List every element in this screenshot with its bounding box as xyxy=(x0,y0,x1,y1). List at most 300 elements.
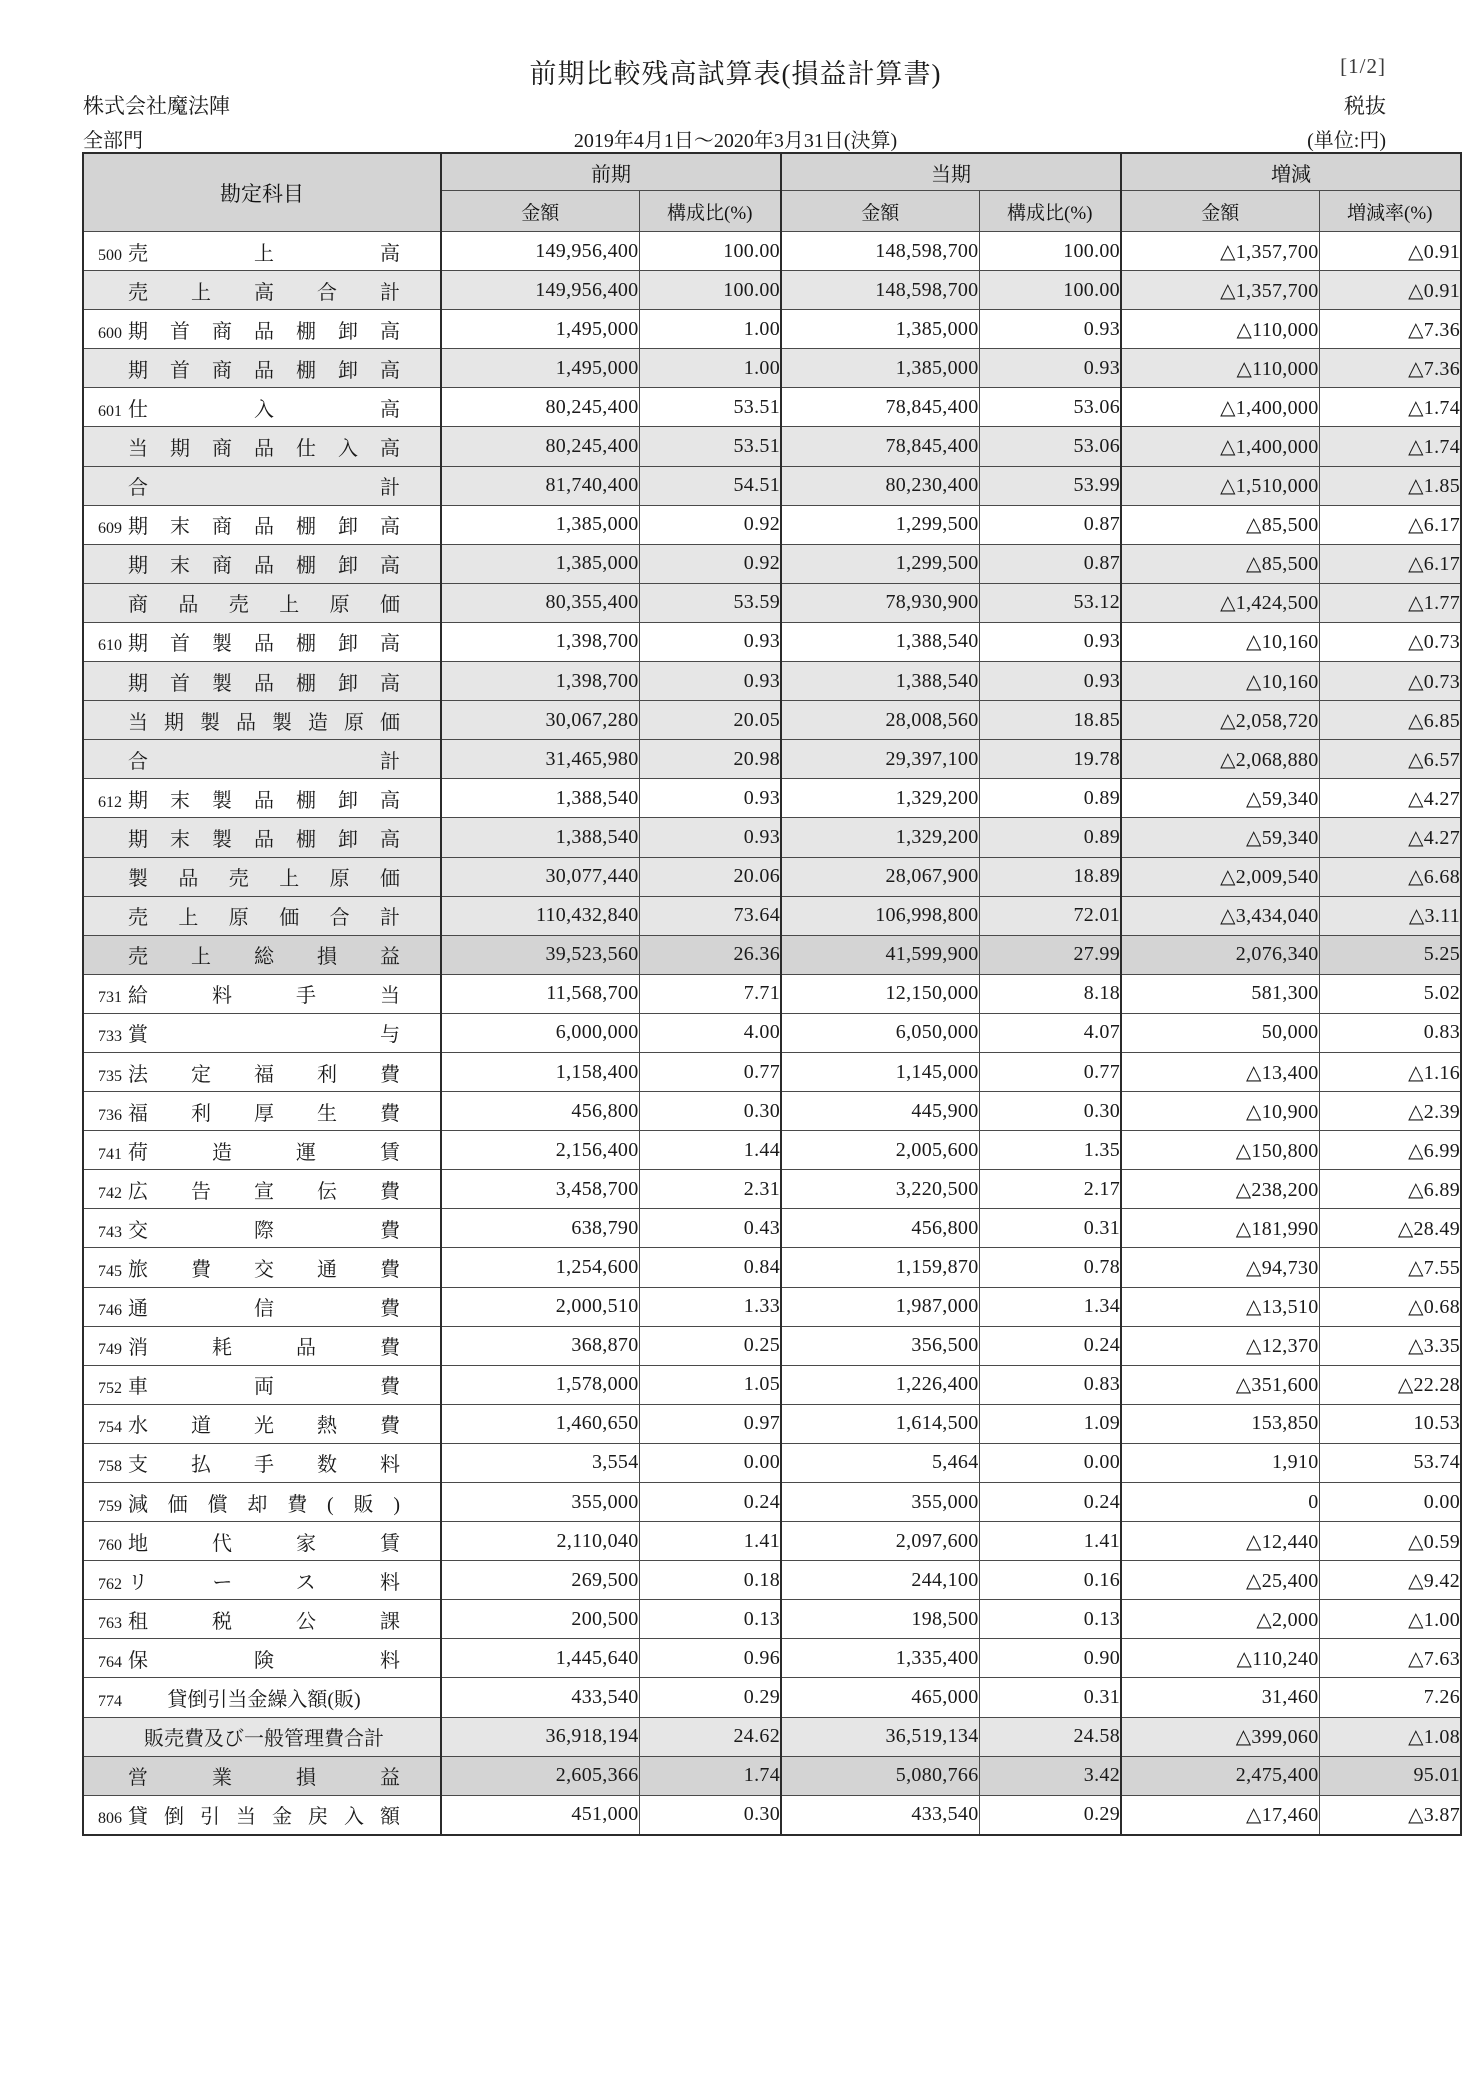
account-code: 763 xyxy=(98,1614,122,1632)
account-name: 福利厚生費 xyxy=(128,1102,400,1125)
prev-ratio-cell: 0.93 xyxy=(639,818,781,857)
prev-ratio-cell: 0.24 xyxy=(639,1483,781,1522)
prev-amount-cell: 31,465,980 xyxy=(441,740,639,779)
change-amount-cell: △1,510,000 xyxy=(1121,466,1319,505)
prev-ratio-cell: 0.93 xyxy=(639,779,781,818)
account-name: 交際費 xyxy=(128,1219,400,1242)
prev-amount-cell: 3,554 xyxy=(441,1443,639,1482)
account-code: 752 xyxy=(98,1380,122,1398)
current-amount-cell: 1,388,540 xyxy=(781,622,979,661)
prev-ratio-cell: 20.06 xyxy=(639,857,781,896)
account-code: 762 xyxy=(98,1575,122,1593)
account-name-cell xyxy=(83,1756,441,1795)
prev-ratio-cell: 0.43 xyxy=(639,1209,781,1248)
account-name: 期末製品棚卸高 xyxy=(128,828,400,851)
prev-amount-cell: 11,568,700 xyxy=(441,974,639,1013)
prev-amount-cell: 1,578,000 xyxy=(441,1365,639,1404)
table-row xyxy=(83,466,1461,505)
prev-amount-cell: 1,254,600 xyxy=(441,1248,639,1287)
account-code: 806 xyxy=(98,1810,122,1828)
table-row xyxy=(83,232,1461,271)
col-header-cur-ratio: 構成比(%) xyxy=(979,191,1121,232)
account-name: 荷造運賃 xyxy=(128,1141,400,1164)
change-rate-cell: △0.68 xyxy=(1319,1287,1461,1326)
change-rate-cell: 10.53 xyxy=(1319,1404,1461,1443)
change-rate-cell: △6.85 xyxy=(1319,701,1461,740)
col-header-current-period: 当期 xyxy=(781,153,1121,191)
table-row xyxy=(83,1795,1461,1835)
prev-amount-cell: 456,800 xyxy=(441,1092,639,1131)
table-row xyxy=(83,1131,1461,1170)
account-name-cell xyxy=(83,622,441,661)
prev-amount-cell: 30,077,440 xyxy=(441,857,639,896)
current-amount-cell: 1,385,000 xyxy=(781,349,979,388)
prev-amount-cell: 1,398,700 xyxy=(441,622,639,661)
change-rate-cell: 5.02 xyxy=(1319,974,1461,1013)
current-amount-cell: 1,987,000 xyxy=(781,1287,979,1326)
account-code: 774 xyxy=(98,1693,122,1711)
account-name-cell xyxy=(83,1561,441,1600)
current-amount-cell: 28,008,560 xyxy=(781,701,979,740)
prev-ratio-cell: 0.93 xyxy=(639,662,781,701)
current-ratio-cell: 1.34 xyxy=(979,1287,1121,1326)
account-name-cell xyxy=(83,1092,441,1131)
prev-ratio-cell: 0.30 xyxy=(639,1795,781,1835)
account-name: 旅費交通費 xyxy=(128,1258,400,1281)
period-label: 2019年4月1日～2020年3月31日(決算) xyxy=(573,130,898,152)
account-name-cell xyxy=(83,1170,441,1209)
account-name-cell xyxy=(83,818,441,857)
table-body xyxy=(83,232,1461,1835)
change-rate-cell: △6.68 xyxy=(1319,857,1461,896)
table-row xyxy=(83,1483,1461,1522)
account-name-cell xyxy=(83,701,441,740)
current-amount-cell: 36,519,134 xyxy=(781,1717,979,1756)
prev-ratio-cell: 53.51 xyxy=(639,388,781,427)
current-ratio-cell: 0.30 xyxy=(979,1092,1121,1131)
current-amount-cell: 5,080,766 xyxy=(781,1756,979,1795)
change-rate-cell: △0.91 xyxy=(1319,271,1461,310)
current-ratio-cell: 8.18 xyxy=(979,974,1121,1013)
change-rate-cell: △9.42 xyxy=(1319,1561,1461,1600)
account-name: 当期製品製造原価 xyxy=(128,711,400,734)
account-code: 764 xyxy=(98,1653,122,1671)
change-rate-cell: △6.17 xyxy=(1319,544,1461,583)
current-ratio-cell: 0.87 xyxy=(979,505,1121,544)
account-name: 水道光熱費 xyxy=(128,1415,400,1438)
prev-amount-cell: 368,870 xyxy=(441,1326,639,1365)
prev-amount-cell: 1,388,540 xyxy=(441,818,639,857)
prev-amount-cell: 81,740,400 xyxy=(441,466,639,505)
change-amount-cell: △12,440 xyxy=(1121,1522,1319,1561)
change-amount-cell: △13,400 xyxy=(1121,1052,1319,1091)
account-code: 743 xyxy=(98,1223,122,1241)
account-name: 製品売上原価 xyxy=(128,868,400,891)
change-rate-cell: △2.39 xyxy=(1319,1092,1461,1131)
table-row xyxy=(83,1209,1461,1248)
prev-amount-cell: 433,540 xyxy=(441,1678,639,1717)
change-amount-cell: 581,300 xyxy=(1121,974,1319,1013)
change-amount-cell: △85,500 xyxy=(1121,505,1319,544)
current-amount-cell: 148,598,700 xyxy=(781,271,979,310)
account-name-cell xyxy=(83,388,441,427)
change-rate-cell: △3.11 xyxy=(1319,896,1461,935)
current-amount-cell: 2,097,600 xyxy=(781,1522,979,1561)
current-amount-cell: 78,845,400 xyxy=(781,427,979,466)
current-amount-cell: 356,500 xyxy=(781,1326,979,1365)
prev-ratio-cell: 1.74 xyxy=(639,1756,781,1795)
current-amount-cell: 2,005,600 xyxy=(781,1131,979,1170)
change-rate-cell: △7.55 xyxy=(1319,1248,1461,1287)
col-header-prev-amount: 金額 xyxy=(441,191,639,232)
col-header-chg-amount: 金額 xyxy=(1121,191,1319,232)
prev-ratio-cell: 2.31 xyxy=(639,1170,781,1209)
account-name: 貸倒引当金戻入額 xyxy=(128,1806,400,1829)
change-amount-cell: △110,000 xyxy=(1121,310,1319,349)
account-name: 支払手数料 xyxy=(128,1454,400,1477)
table-row xyxy=(83,349,1461,388)
account-name-cell xyxy=(83,662,441,701)
prev-amount-cell: 6,000,000 xyxy=(441,1013,639,1052)
current-ratio-cell: 18.85 xyxy=(979,701,1121,740)
account-name-cell xyxy=(83,583,441,622)
change-rate-cell: 7.26 xyxy=(1319,1678,1461,1717)
change-rate-cell: △1.00 xyxy=(1319,1600,1461,1639)
change-amount-cell: 50,000 xyxy=(1121,1013,1319,1052)
table-row xyxy=(83,583,1461,622)
account-name: 営業損益 xyxy=(128,1767,400,1790)
prev-ratio-cell: 0.92 xyxy=(639,544,781,583)
prev-amount-cell: 110,432,840 xyxy=(441,896,639,935)
account-name: 合計 xyxy=(128,750,400,773)
account-code: 736 xyxy=(98,1106,122,1124)
prev-amount-cell: 355,000 xyxy=(441,1483,639,1522)
prev-ratio-cell: 0.00 xyxy=(639,1443,781,1482)
current-amount-cell: 29,397,100 xyxy=(781,740,979,779)
change-rate-cell: △3.87 xyxy=(1319,1795,1461,1835)
change-rate-cell: 95.01 xyxy=(1319,1756,1461,1795)
change-rate-cell: △1.08 xyxy=(1319,1717,1461,1756)
change-rate-cell: △6.99 xyxy=(1319,1131,1461,1170)
account-name-cell xyxy=(83,466,441,505)
current-ratio-cell: 27.99 xyxy=(979,935,1121,974)
prev-amount-cell: 200,500 xyxy=(441,1600,639,1639)
prev-ratio-cell: 7.71 xyxy=(639,974,781,1013)
current-ratio-cell: 1.41 xyxy=(979,1522,1121,1561)
account-name: 売上原価合計 xyxy=(128,907,400,930)
change-rate-cell: △0.59 xyxy=(1319,1522,1461,1561)
prev-amount-cell: 1,445,640 xyxy=(441,1639,639,1678)
prev-amount-cell: 149,956,400 xyxy=(441,232,639,271)
prev-ratio-cell: 0.92 xyxy=(639,505,781,544)
account-code: 759 xyxy=(98,1497,122,1515)
current-ratio-cell: 0.13 xyxy=(979,1600,1121,1639)
table-row xyxy=(83,818,1461,857)
current-amount-cell: 1,299,500 xyxy=(781,505,979,544)
change-rate-cell: △7.63 xyxy=(1319,1639,1461,1678)
current-ratio-cell: 0.00 xyxy=(979,1443,1121,1482)
account-name-cell xyxy=(83,896,441,935)
prev-amount-cell: 1,460,650 xyxy=(441,1404,639,1443)
table-row xyxy=(83,427,1461,466)
account-name: 商品売上原価 xyxy=(128,594,400,617)
account-name-cell xyxy=(83,1326,441,1365)
table-row xyxy=(83,896,1461,935)
account-code: 612 xyxy=(98,793,122,811)
table-row xyxy=(83,1365,1461,1404)
account-name: 期首製品棚卸高 xyxy=(128,633,400,656)
change-rate-cell: △6.57 xyxy=(1319,740,1461,779)
table-row xyxy=(83,974,1461,1013)
current-amount-cell: 465,000 xyxy=(781,1678,979,1717)
prev-ratio-cell: 0.29 xyxy=(639,1678,781,1717)
account-name-cell xyxy=(83,427,441,466)
prev-amount-cell: 1,158,400 xyxy=(441,1052,639,1091)
change-amount-cell: 1,910 xyxy=(1121,1443,1319,1482)
prev-ratio-cell: 0.84 xyxy=(639,1248,781,1287)
account-name-cell xyxy=(83,544,441,583)
account-name-cell xyxy=(83,1600,441,1639)
change-amount-cell: △1,357,700 xyxy=(1121,271,1319,310)
prev-ratio-cell: 0.97 xyxy=(639,1404,781,1443)
prev-ratio-cell: 54.51 xyxy=(639,466,781,505)
current-ratio-cell: 53.99 xyxy=(979,466,1121,505)
table-row xyxy=(83,505,1461,544)
account-code: 601 xyxy=(98,402,122,420)
prev-amount-cell: 30,067,280 xyxy=(441,701,639,740)
account-name: 当期商品仕入高 xyxy=(128,438,400,461)
current-amount-cell: 1,388,540 xyxy=(781,662,979,701)
prev-ratio-cell: 100.00 xyxy=(639,271,781,310)
change-amount-cell: △59,340 xyxy=(1121,818,1319,857)
col-header-chg-rate: 増減率(%) xyxy=(1319,191,1461,232)
current-ratio-cell: 0.93 xyxy=(979,662,1121,701)
account-name-cell xyxy=(83,1365,441,1404)
prev-amount-cell: 80,355,400 xyxy=(441,583,639,622)
prev-ratio-cell: 0.30 xyxy=(639,1092,781,1131)
table-row xyxy=(83,935,1461,974)
prev-ratio-cell: 53.51 xyxy=(639,427,781,466)
change-amount-cell: △2,068,880 xyxy=(1121,740,1319,779)
table-row xyxy=(83,310,1461,349)
account-code: 746 xyxy=(98,1302,122,1320)
account-code: 758 xyxy=(98,1458,122,1476)
financial-table xyxy=(82,152,1462,1836)
table-row xyxy=(83,779,1461,818)
account-name: 地代家賃 xyxy=(128,1532,400,1555)
current-amount-cell: 456,800 xyxy=(781,1209,979,1248)
current-ratio-cell: 53.12 xyxy=(979,583,1121,622)
current-ratio-cell: 3.42 xyxy=(979,1756,1121,1795)
table-row xyxy=(83,1639,1461,1678)
account-name-cell xyxy=(83,1404,441,1443)
account-code: 733 xyxy=(98,1028,122,1046)
prev-amount-cell: 2,000,510 xyxy=(441,1287,639,1326)
prev-ratio-cell: 0.13 xyxy=(639,1600,781,1639)
current-amount-cell: 1,299,500 xyxy=(781,544,979,583)
account-code: 749 xyxy=(98,1341,122,1359)
table-row xyxy=(83,1600,1461,1639)
prev-amount-cell: 1,385,000 xyxy=(441,544,639,583)
change-amount-cell: △3,434,040 xyxy=(1121,896,1319,935)
tax-note: 税抜 xyxy=(1344,94,1386,118)
account-name: 法定福利費 xyxy=(128,1063,400,1086)
account-name-cell xyxy=(83,740,441,779)
prev-amount-cell: 1,495,000 xyxy=(441,310,639,349)
account-name: リース料 xyxy=(128,1571,400,1594)
change-amount-cell: △10,160 xyxy=(1121,622,1319,661)
current-amount-cell: 445,900 xyxy=(781,1092,979,1131)
page-title: 前期比較残高試算表(損益計算書) xyxy=(529,59,942,89)
current-ratio-cell: 53.06 xyxy=(979,388,1121,427)
prev-ratio-cell: 26.36 xyxy=(639,935,781,974)
change-rate-cell: △1.74 xyxy=(1319,427,1461,466)
col-header-prev-period: 前期 xyxy=(441,153,781,191)
account-name-cell xyxy=(83,271,441,310)
current-amount-cell: 28,067,900 xyxy=(781,857,979,896)
account-name-cell xyxy=(83,1795,441,1835)
change-amount-cell: △1,424,500 xyxy=(1121,583,1319,622)
change-amount-cell: △110,240 xyxy=(1121,1639,1319,1678)
change-amount-cell: △12,370 xyxy=(1121,1326,1319,1365)
change-amount-cell: △25,400 xyxy=(1121,1561,1319,1600)
account-name: 広告宣伝費 xyxy=(128,1180,400,1203)
account-name: 減価償却費(販) xyxy=(128,1493,400,1516)
change-amount-cell: △181,990 xyxy=(1121,1209,1319,1248)
current-ratio-cell: 0.29 xyxy=(979,1795,1121,1835)
current-ratio-cell: 0.93 xyxy=(979,349,1121,388)
account-name: 給料手当 xyxy=(128,985,400,1008)
account-code: 741 xyxy=(98,1145,122,1163)
current-amount-cell: 3,220,500 xyxy=(781,1170,979,1209)
table-row xyxy=(83,622,1461,661)
prev-amount-cell: 638,790 xyxy=(441,1209,639,1248)
current-amount-cell: 244,100 xyxy=(781,1561,979,1600)
change-rate-cell: △1.16 xyxy=(1319,1052,1461,1091)
change-rate-cell: △7.36 xyxy=(1319,349,1461,388)
page-title-row xyxy=(0,52,1471,91)
current-amount-cell: 355,000 xyxy=(781,1483,979,1522)
prev-ratio-cell: 0.93 xyxy=(639,622,781,661)
change-rate-cell: △1.85 xyxy=(1319,466,1461,505)
account-name-cell xyxy=(83,1013,441,1052)
current-amount-cell: 1,335,400 xyxy=(781,1639,979,1678)
current-ratio-cell: 0.31 xyxy=(979,1678,1121,1717)
change-amount-cell: △2,000 xyxy=(1121,1600,1319,1639)
current-ratio-cell: 0.16 xyxy=(979,1561,1121,1600)
account-name: 消耗品費 xyxy=(128,1337,400,1360)
col-header-change: 増減 xyxy=(1121,153,1461,191)
prev-ratio-cell: 0.25 xyxy=(639,1326,781,1365)
change-amount-cell: △110,000 xyxy=(1121,349,1319,388)
table-row xyxy=(83,271,1461,310)
change-amount-cell: △59,340 xyxy=(1121,779,1319,818)
current-ratio-cell: 0.93 xyxy=(979,310,1121,349)
table-row xyxy=(83,1092,1461,1131)
prev-amount-cell: 3,458,700 xyxy=(441,1170,639,1209)
prev-ratio-cell: 24.62 xyxy=(639,1717,781,1756)
change-rate-cell: △28.49 xyxy=(1319,1209,1461,1248)
change-rate-cell: 0.83 xyxy=(1319,1013,1461,1052)
change-rate-cell: △3.35 xyxy=(1319,1326,1461,1365)
page-indicator: [1/2] xyxy=(1340,54,1386,78)
account-name-cell xyxy=(83,349,441,388)
account-code: 745 xyxy=(98,1262,122,1280)
account-name-cell xyxy=(83,1287,441,1326)
current-ratio-cell: 0.83 xyxy=(979,1365,1121,1404)
current-amount-cell: 1,329,200 xyxy=(781,779,979,818)
change-amount-cell: 153,850 xyxy=(1121,1404,1319,1443)
account-name: 売上高 xyxy=(128,242,400,265)
account-name: 販売費及び一般管理費合計 xyxy=(144,1728,384,1751)
change-amount-cell: △238,200 xyxy=(1121,1170,1319,1209)
prev-ratio-cell: 0.77 xyxy=(639,1052,781,1091)
account-name: 車両費 xyxy=(128,1376,400,1399)
current-amount-cell: 198,500 xyxy=(781,1600,979,1639)
current-amount-cell: 148,598,700 xyxy=(781,232,979,271)
prev-amount-cell: 1,495,000 xyxy=(441,349,639,388)
prev-amount-cell: 36,918,194 xyxy=(441,1717,639,1756)
account-code: 760 xyxy=(98,1536,122,1554)
account-name-cell xyxy=(83,1639,441,1678)
current-amount-cell: 1,145,000 xyxy=(781,1052,979,1091)
current-ratio-cell: 72.01 xyxy=(979,896,1121,935)
change-amount-cell: △17,460 xyxy=(1121,1795,1319,1835)
change-amount-cell: △1,400,000 xyxy=(1121,427,1319,466)
current-ratio-cell: 1.35 xyxy=(979,1131,1121,1170)
current-amount-cell: 1,385,000 xyxy=(781,310,979,349)
account-code: 609 xyxy=(98,520,122,538)
account-name-cell xyxy=(83,232,441,271)
account-name-cell xyxy=(83,779,441,818)
col-header-cur-amount: 金額 xyxy=(781,191,979,232)
account-name: 合計 xyxy=(128,477,400,500)
change-rate-cell: △4.27 xyxy=(1319,779,1461,818)
change-rate-cell: △0.73 xyxy=(1319,622,1461,661)
prev-amount-cell: 2,110,040 xyxy=(441,1522,639,1561)
change-amount-cell: △1,357,700 xyxy=(1121,232,1319,271)
change-rate-cell: 53.74 xyxy=(1319,1443,1461,1482)
account-name: 貸倒引当金繰入額(販) xyxy=(167,1689,361,1712)
col-header-prev-ratio: 構成比(%) xyxy=(639,191,781,232)
prev-amount-cell: 1,385,000 xyxy=(441,505,639,544)
change-amount-cell: △10,900 xyxy=(1121,1092,1319,1131)
current-ratio-cell: 0.89 xyxy=(979,779,1121,818)
col-header-account: 勘定科目 xyxy=(83,153,441,232)
change-rate-cell: 5.25 xyxy=(1319,935,1461,974)
change-rate-cell: △22.28 xyxy=(1319,1365,1461,1404)
current-ratio-cell: 18.89 xyxy=(979,857,1121,896)
prev-ratio-cell: 20.98 xyxy=(639,740,781,779)
prev-amount-cell: 1,388,540 xyxy=(441,779,639,818)
change-amount-cell: 2,475,400 xyxy=(1121,1756,1319,1795)
financial-table-wrap xyxy=(82,152,1460,1836)
account-name: 租税公課 xyxy=(128,1610,400,1633)
prev-ratio-cell: 1.05 xyxy=(639,1365,781,1404)
account-name: 期首商品棚卸高 xyxy=(128,320,400,343)
account-name-cell xyxy=(83,974,441,1013)
account-name: 期末商品棚卸高 xyxy=(128,555,400,578)
change-amount-cell: △150,800 xyxy=(1121,1131,1319,1170)
current-amount-cell: 1,329,200 xyxy=(781,818,979,857)
current-amount-cell: 1,159,870 xyxy=(781,1248,979,1287)
table-row xyxy=(83,1287,1461,1326)
account-name-cell xyxy=(83,1717,441,1756)
account-name-cell xyxy=(83,1443,441,1482)
table-row xyxy=(83,1443,1461,1482)
prev-amount-cell: 269,500 xyxy=(441,1561,639,1600)
prev-ratio-cell: 1.44 xyxy=(639,1131,781,1170)
